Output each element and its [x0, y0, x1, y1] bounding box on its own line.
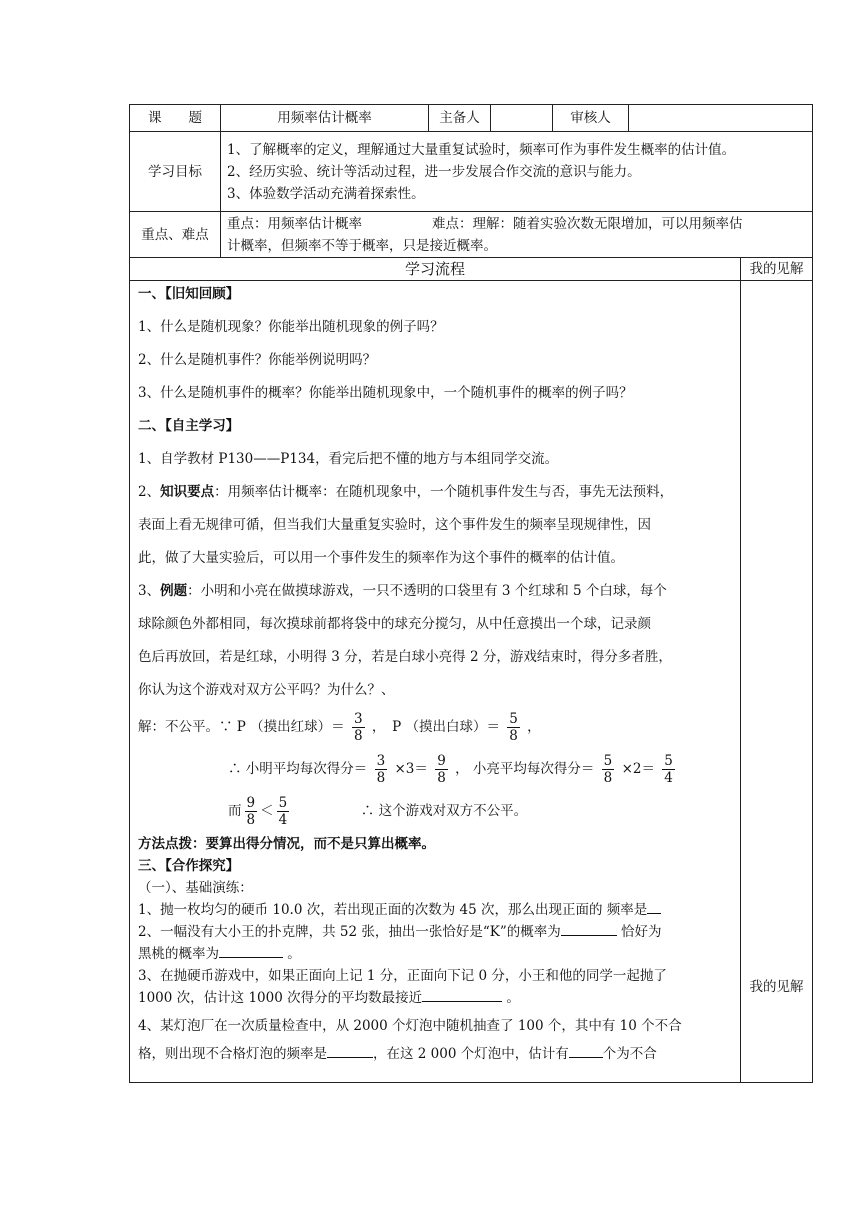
review-question: 2、什么是随机事件？你能举例说明吗？ — [138, 352, 377, 368]
flow-body-row — [130, 281, 813, 1083]
fraction: $\frac{5}{8}$ — [509, 711, 518, 744]
notes-header: 我的见解 — [741, 258, 813, 281]
notes-column — [741, 281, 813, 1083]
exercise-4: 4、某灯泡厂在一次质量检查中，从 2000 个灯泡中随机抽查了 100 个，其中有 10 个不合 — [138, 1018, 682, 1034]
fraction: $\frac{9}{8}$ — [437, 753, 446, 786]
review-question: 1、什么是随机现象？你能举出随机现象的例子吗？ — [138, 319, 444, 335]
reviewer-value — [629, 105, 813, 132]
fraction: $\frac{3}{8}$ — [353, 711, 363, 744]
header-row — [130, 105, 813, 132]
keypoint-difficulty: 难点：理解：随着实验次数无限增加，可以用频率估 — [432, 215, 743, 232]
exercise-2: 2、一幅没有大小王的扑克牌，共 52 张，抽出一张恰好是“K”的概率为 恰好为 — [138, 921, 732, 943]
keypoints-label: 重点、难点 — [130, 212, 221, 258]
fraction: $\frac{5}{4}$ — [278, 795, 288, 828]
example-problem: 3、例题：小明和小亮在做摸球游戏，一只不透明的口袋里有 3 个红球和 5 个白球，每个 — [138, 583, 667, 599]
flow-content — [130, 281, 741, 1083]
explore-heading: 三、【合作探究】 — [138, 858, 240, 874]
keypoints-content — [221, 212, 813, 258]
example-line: 色后再放回，若是红球，小明得 3 分，若是白球小亮得 2 分，游戏结束时，得分多者胜， — [138, 649, 672, 665]
answer-blank[interactable] — [561, 921, 617, 936]
example-label: 例题 — [160, 583, 188, 599]
lesson-plan-table — [129, 104, 813, 1083]
method-tip: 方法点拨：要算出得分情况，而不是只算出概率。 — [138, 836, 435, 852]
fraction: $\frac{5}{4}$ — [664, 753, 673, 786]
goal-item: 1、了解概率的定义，理解通过大量重复试验时，频率可作为事件发生概率的估计值。 — [227, 141, 736, 158]
knowledge-points-label: 知识要点 — [160, 484, 215, 500]
exercise-2-cont: 黑桃的概率为 。 — [138, 943, 732, 965]
self-study-heading: 二、【自主学习】 — [138, 418, 240, 434]
flow-header-row — [130, 258, 813, 281]
knowledge-points: 2、知识要点：用频率估计概率：在随机现象中，一个随机事件发生与否，事先无法预料， — [138, 484, 674, 500]
flow-title: 学习流程 — [130, 258, 741, 281]
exercise-4-cont: 格，则出现不合格灯泡的频率是 ，在这 2 000 个灯泡中，估计有 个为不合 — [138, 1043, 732, 1065]
notes-label: 我的见解 — [749, 979, 804, 995]
answer-blank[interactable] — [422, 987, 502, 1002]
goal-item: 2、经历实验、统计等活动过程，进一步发展合作交流的意识与能力。 — [227, 163, 641, 180]
review-heading: 一、【旧知回顾】 — [138, 286, 240, 302]
goals-content — [221, 132, 813, 212]
solution-line-1: 解：不公平。∵ P （摸出红球）＝ $\frac{3}{8}$ ， P （摸出白球）＝ $\frac{5}{8}$ ， — [138, 711, 541, 744]
exercise-1: 1、抛一枚均匀的硬币 10.0 次，若出现正面的次数为 45 次，那么出现正面的 频率是 — [138, 899, 732, 921]
example-line: 球除颜色外都相同，每次摸球前都将袋中的球充分搅匀，从中任意摸出一个球，记录颜 — [138, 616, 651, 632]
answer-blank[interactable] — [219, 943, 283, 958]
knowledge-points-line: 表面上看无规律可循，但当我们大量重复实验时，这个事件发生的频率呈现规律性，因 — [138, 517, 651, 533]
keypoint-line2: 计概率，但频率不等于概率，只是接近概率。 — [227, 237, 497, 254]
preparer-label: 主备人 — [429, 105, 491, 132]
lesson-plan-sheet — [129, 104, 812, 1083]
keypoint-focus: 重点：用频率估计概率 — [227, 215, 362, 232]
review-question: 3、什么是随机事件的概率？你能举出随机现象中，一个随机事件的概率的例子吗？ — [138, 385, 633, 401]
goal-item: 3、体验数学活动充满着探索性。 — [227, 185, 425, 202]
exercise-3: 3、在抛硬币游戏中，如果正面向上记 1 分，正面向下记 0 分，小王和他的同学一起抛了 — [138, 968, 667, 984]
explore-subheading: （一）、基础演练： — [138, 880, 253, 896]
solution-line-3: 而 $\frac{9}{8}$ ＜ $\frac{5}{4}$ ∴ 这个游戏对双方不公平。 — [228, 795, 528, 828]
knowledge-points-line: 此，做了大量实验后，可以用一个事件发生的频率作为这个事件的概率的估计值。 — [138, 550, 624, 566]
goals-label: 学习目标 — [130, 132, 221, 212]
answer-blank[interactable] — [569, 1043, 603, 1058]
fraction: $\frac{5}{8}$ — [603, 753, 613, 786]
solution-line-2: ∴ 小明平均每次得分＝ $\frac{3}{8}$ ×3＝ $\frac{9}{8}$ ， 小亮平均每次得分＝ $\frac{5}{8}$ ×2＝ $\frac{5}{4}$ — [228, 753, 673, 786]
self-study-item-1: 1、自学教材 P130——P134，看完后把不懂的地方与本组同学交流。 — [138, 451, 559, 467]
preparer-value — [491, 105, 553, 132]
goals-row — [130, 132, 813, 212]
solution-conclusion: ∴ 这个游戏对双方不公平。 — [360, 803, 528, 819]
topic-value: 用频率估计概率 — [221, 105, 429, 132]
keypoints-row — [130, 212, 813, 258]
answer-blank[interactable] — [327, 1043, 373, 1058]
reviewer-label: 审核人 — [553, 105, 629, 132]
example-line: 你认为这个游戏对双方公平吗？为什么？、 — [138, 682, 395, 698]
fraction: $\frac{9}{8}$ — [246, 795, 256, 828]
exercise-3-cont: 1000 次，估计这 1000 次得分的平均数最接近 。 — [138, 987, 732, 1009]
topic-label: 课 题 — [130, 105, 221, 132]
fraction: $\frac{3}{8}$ — [376, 753, 386, 786]
